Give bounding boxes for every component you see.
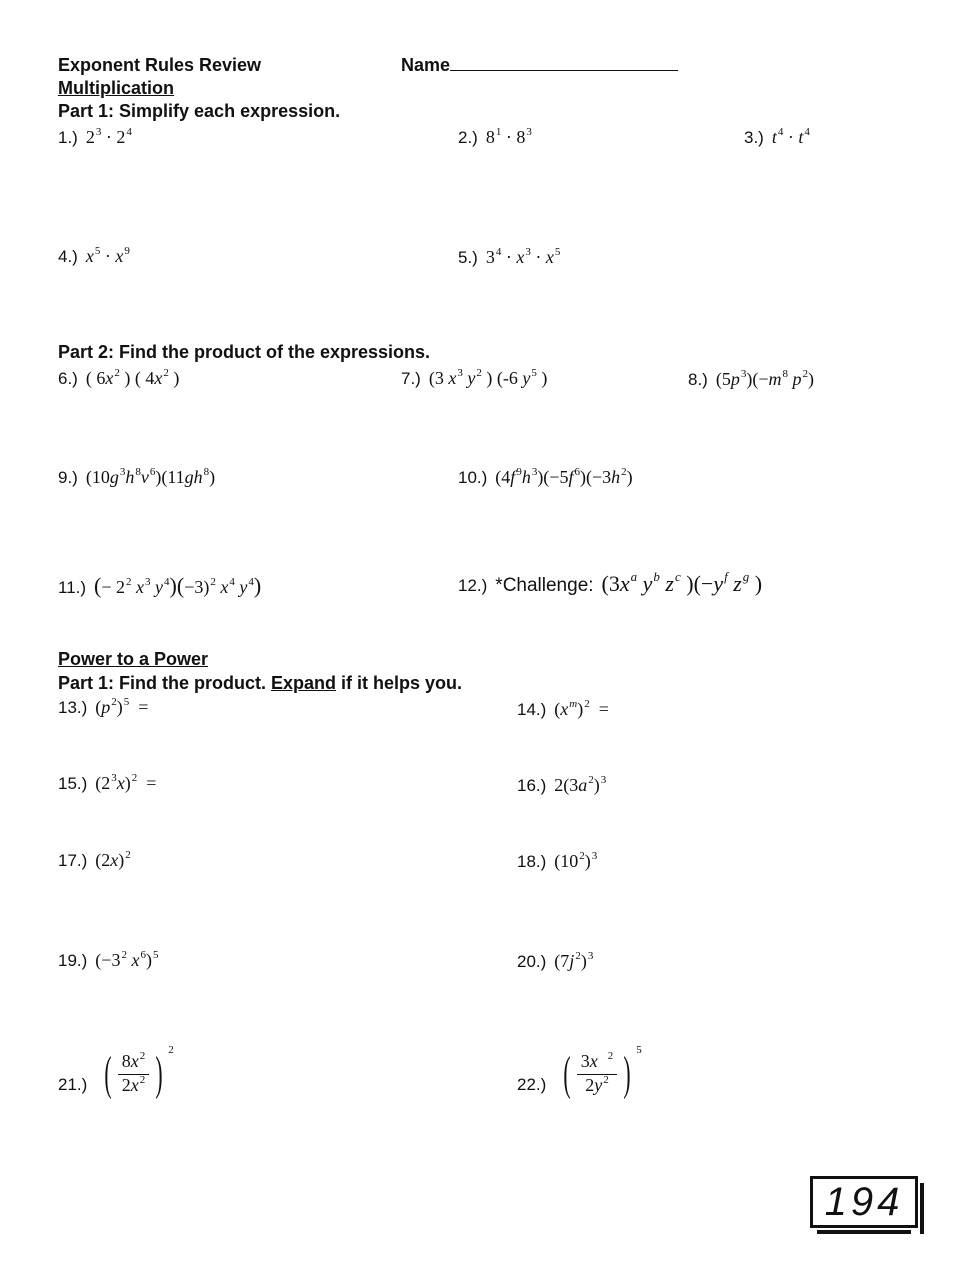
problem-number: 2.): [458, 128, 478, 147]
problem-number: 22.): [517, 1074, 547, 1094]
worksheet-title: Exponent Rules Review: [58, 55, 262, 75]
problem-11: 11.) (− $2^2$ $x^3$ $y^4)(-3)^2$ $x^4$ $y^4$): [58, 573, 262, 598]
part2-instructions: Part 2: Find the product of the expressions.: [58, 342, 431, 362]
section-heading-power: Power to a Power: [58, 649, 209, 669]
problem-6: 6.) ( $6x^2$ ) ( $4x^2$ ): [58, 367, 180, 388]
part1-instructions: Part 1: Simplify each expression.: [58, 101, 341, 121]
problem-12: 12.) *Challenge: ($3x^a$ $y^b$ $z^c$ )($-y^f$ $z^g$ ): [458, 569, 763, 596]
part3-text: Part 1: Find the product.: [58, 673, 272, 693]
problem-number: 9.): [58, 468, 78, 487]
part3-instructions: [58, 673, 462, 694]
problem-number: 19.): [58, 951, 88, 970]
problem-14: 14.) $(x^m)^2$ =: [517, 698, 609, 719]
problem-number: 15.): [58, 774, 88, 793]
problem-number: 11.): [58, 578, 87, 597]
problem-1: 1.) $2^3 \cdot 2^4$: [58, 126, 132, 147]
problem-number: 12.): [458, 576, 488, 595]
name-line: [450, 56, 678, 71]
problem-13: 13.) $(p^2)^5$ =: [58, 696, 149, 717]
problem-number: 8.): [688, 370, 708, 389]
problem-20: 20.) $(7j^2)^3$: [517, 950, 594, 971]
section-heading-multiplication: Multiplication: [58, 78, 174, 98]
problem-number: 16.): [517, 776, 547, 795]
problem-17: 17.) $(2x)^2$: [58, 849, 131, 870]
problem-number: 18.): [517, 852, 547, 871]
problem-number: 20.): [517, 952, 547, 971]
problem-number: 13.): [58, 698, 88, 717]
problem-number: 14.): [517, 700, 547, 719]
problem-9: 9.) $(10g^3h^8v^6)(11gh^8)$: [58, 466, 216, 487]
page-number-box: 194: [810, 1176, 918, 1228]
problem-21: 21.) ( $\frac{8x^2}{2x^2}$ ) $^2$: [58, 1044, 174, 1100]
problem-number: 7.): [401, 369, 421, 388]
problem-number: 10.): [458, 468, 488, 487]
problem-number: 21.): [58, 1074, 88, 1094]
problem-2: 2.) $8^1 \cdot 8^3$: [458, 126, 532, 147]
problem-number: 3.): [744, 128, 764, 147]
problem-4: 4.) $x^5 \cdot x^9$: [58, 245, 130, 266]
problem-7: 7.) (3 $x^3$ $y^2$ ) (-6 $y^5$ ): [401, 367, 548, 388]
name-label: Name: [401, 55, 451, 75]
name-field: [401, 55, 678, 76]
problem-16: 16.) $2(3a^2)^3$: [517, 774, 607, 795]
expand-word: Expand: [271, 673, 337, 693]
problem-number: 4.): [58, 247, 78, 266]
problem-number: 1.): [58, 128, 78, 147]
problem-18: 18.) $(10^2)^3$: [517, 850, 598, 871]
problem-number: 5.): [458, 248, 478, 267]
problem-number: 17.): [58, 851, 88, 870]
problem-5: 5.) $3^4 \cdot x^3 \cdot x^5$: [458, 246, 561, 267]
problem-10: 10.) $(4f^9h^3)(-5f^6)(-3h^2)$: [458, 466, 633, 487]
problem-8: 8.) $(5p^3)(-m^8$ $p^2$): [688, 368, 814, 389]
problem-15: 15.) $(2^3x)^2$ =: [58, 772, 157, 793]
problem-22: 22.) ( $\frac{3x ^2}{2y^2}$ ) $^5$: [517, 1044, 642, 1100]
problem-3: 3.) $t^4 \cdot t^4$: [744, 126, 810, 147]
problem-number: 6.): [58, 369, 78, 388]
problem-19: 19.) ($-3^2$ $x^6)^5$: [58, 949, 159, 970]
challenge-label: *Challenge:: [495, 575, 594, 596]
part3-text-end: if it helps you.: [336, 673, 463, 693]
